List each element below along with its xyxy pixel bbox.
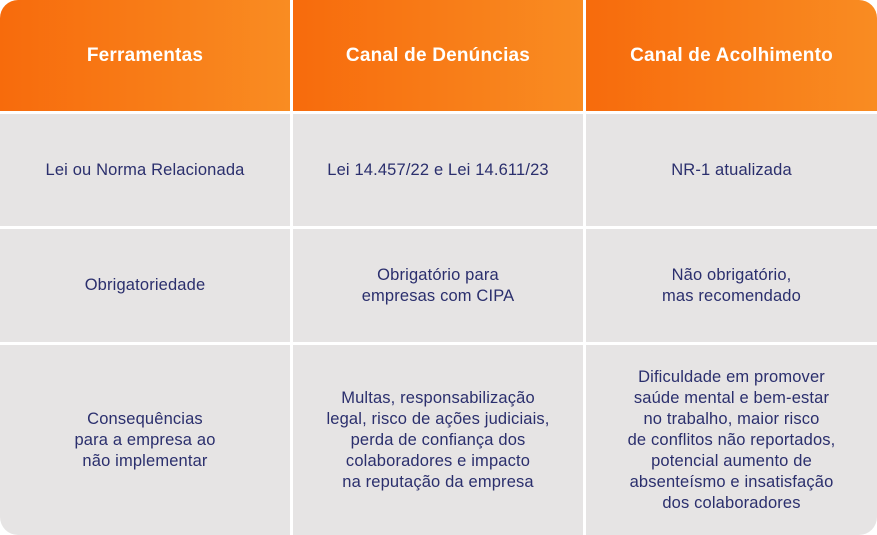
row-label-lei: Lei ou Norma Relacionada	[0, 114, 290, 226]
cell-lei-acolhimento: NR-1 atualizada	[586, 114, 877, 226]
cell-consequencias-denuncias: Multas, responsabilização legal, risco de ações judiciais, perda de confiança dos colaboradores e impacto na reputação da empresa	[293, 345, 583, 535]
header-ferramentas: Ferramentas	[0, 0, 290, 111]
cell-lei-denuncias: Lei 14.457/22 e Lei 14.611/23	[293, 114, 583, 226]
cell-obrigatoriedade-acolhimento: Não obrigatório, mas recomendado	[586, 229, 877, 342]
row-label-consequencias: Consequências para a empresa ao não implementar	[0, 345, 290, 535]
cell-obrigatoriedade-denuncias: Obrigatório para empresas com CIPA	[293, 229, 583, 342]
header-canal-denuncias: Canal de Denúncias	[293, 0, 583, 111]
row-label-obrigatoriedade: Obrigatoriedade	[0, 229, 290, 342]
cell-consequencias-acolhimento: Dificuldade em promover saúde mental e bem-estar no trabalho, maior risco de conflitos não reportados, potencial aumento de absenteísmo e insatisfação dos colaboradores	[586, 345, 877, 535]
header-canal-acolhimento: Canal de Acolhimento	[586, 0, 877, 111]
